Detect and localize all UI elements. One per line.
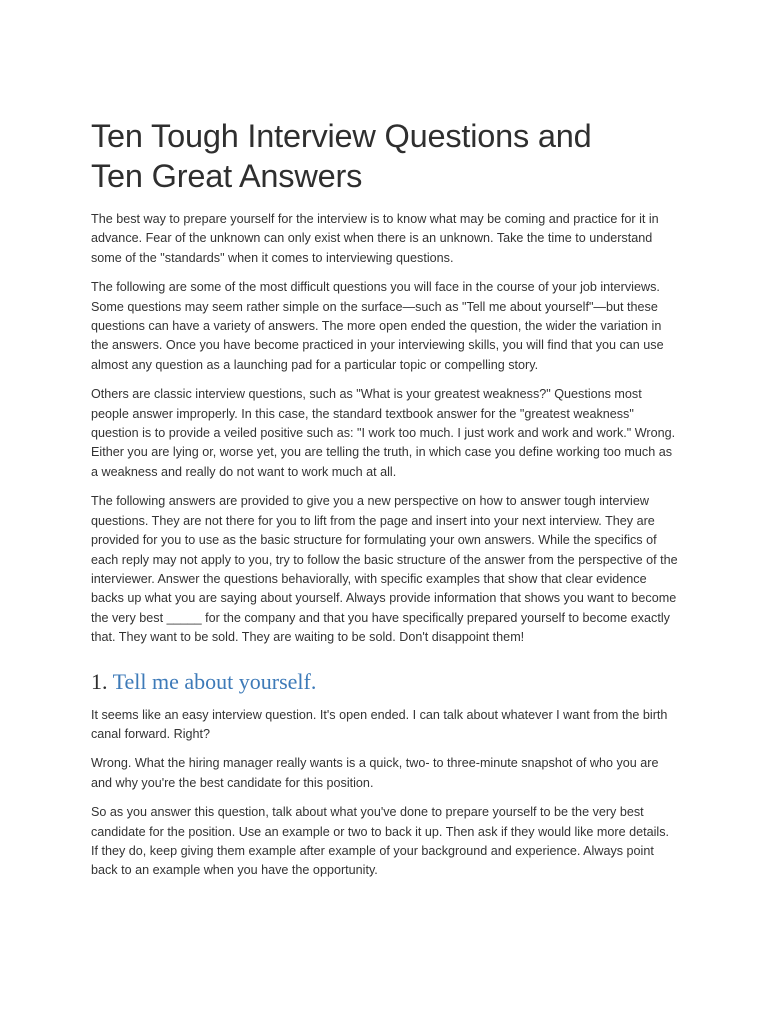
section-1-paragraph-2: Wrong. What the hiring manager really wants is a quick, two- to three-minute snapshot of who you are and why you're the best candidate for this position.: [91, 756, 659, 790]
page-title-line-1: Ten Tough Interview Questions and: [91, 118, 592, 154]
intro-paragraph-4: The following answers are provided to give you a new perspective on how to answer tough interview questions. They are not there for you to lift from the page and insert into your next interview. They are provided for you to use as the basic structure for formulating your own answers. While the specifics of each reply may not apply to you, try to follow the basic structure of the answer from the perspective of the interviewer. Answer the questions behaviorally, with specific examples that show that clear evidence backs up what you are saying about yourself. Always provide information that shows you want to become the very best _____ for the company and that you have specifically prepared yourself to become exactly that. They want to be sold. They are waiting to be sold. Don't disappoint them!: [91, 494, 678, 645]
page-title: [91, 116, 678, 196]
section-number: 1.: [91, 668, 108, 694]
intro-paragraph-2: The following are some of the most difficult questions you will face in the course of your job interviews. Some questions may seem rather simple on the surface—such as "Tell me about yourself"—but these questions can have a variety of answers. The more open ended the question, the wider the variation in the answers. Once you have become practiced in your interviewing skills, you will find that you can use almost any question as a launching pad for a particular topic or compelling story.: [91, 280, 664, 372]
section-1-paragraph-3: So as you answer this question, talk about what you've done to prepare yourself to be the very best candidate for the position. Use an example or two to back it up. Then ask if they would like more details. If they do, keep giving them example after example of your background and experience. Always point back to an example when you have the opportunity.: [91, 805, 669, 878]
page-title-line-2: Ten Great Answers: [91, 158, 363, 194]
section-1-paragraph-1: It seems like an easy interview question. It's open ended. I can talk about whatever I want from the birth canal forward. Right?: [91, 707, 668, 741]
section-title-link[interactable]: Tell me about yourself.: [112, 668, 317, 694]
section-heading-1: [91, 668, 678, 696]
document-page: [91, 116, 678, 891]
intro-paragraph-3: Others are classic interview questions, such as "What is your greatest weakness?" Questions most people answer improperly. In this case, the standard textbook answer for the "greatest weakness" question is to provide a veiled positive such as: "I work too much. I just work and work and work." Wrong. Either you are lying or, worse yet, you are telling the truth, in which case you define working too much as a weakness and really do not want to work much at all.: [91, 387, 676, 479]
intro-paragraph-1: The best way to prepare yourself for the interview is to know what may be coming and practice for it in advance. Fear of the unknown can only exist when there is an unknown. Take the time to understand some of the "standards" when it comes to interviewing questions.: [91, 212, 659, 265]
